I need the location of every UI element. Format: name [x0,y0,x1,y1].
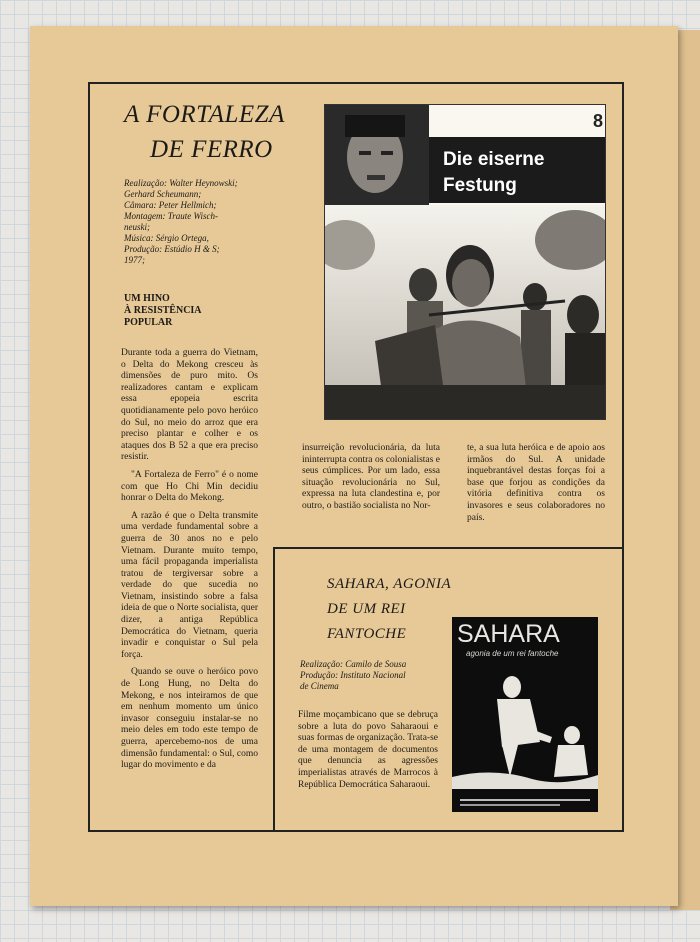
paragraph: "A Fortaleza de Ferro" é o nome com que Ho Chi Min decidiu honrar o Delta do Mekong. [121,469,258,504]
poster-sahara-image [452,617,598,812]
subhead-line: À RESISTÊNCIA [124,305,202,316]
poster-sahara-title: SAHARA [457,620,560,648]
subhead-line: UM HINO [124,293,170,304]
credit-line: Montagem: Traute Wisch- [124,211,218,221]
credit-line: Gerhard Scheumann; [124,189,202,199]
subhead-line: POPULAR [124,317,173,328]
divider-vertical [273,548,275,832]
paragraph: Quando se ouve o heróico povo de Long Hung, no Delta do Mekong, e nos inteiramos de que em nenhum momento um único invasor conseguiu instalar-se no meio deles em todo este tempo de guerra, apercebemo-nos de uma dimensão fundamental: o Sul, como lugar do movimento e da [121,667,258,771]
film1-body-column-3: te, a sua luta heróica e de apoio aos irmãos do Sul. A unidade inquebrantável destas forças foi a base que forjou as condições da vitória definitiva contra os invasores e seus colaboradores no país. [467,443,605,523]
credit-line: Produção: Estúdio H & S; [124,244,220,254]
poster-title-line2: Festung [443,175,517,196]
poster-title-line1: Die eiserne [443,149,545,170]
film2-body: Filme moçambicano que se debruça sobre a luta do povo Saharaoui e suas formas de organização. Trata-se de uma montagem de documentos que denuncia as agressões imperialistas através de Marrocos à República Democrática Saharaoui. [298,710,438,790]
credit-line: 1977; [124,255,145,265]
film2-title-line: DE UM REI [327,601,406,617]
film1-title-line1: A FORTALEZA [124,101,285,128]
divider-horizontal [273,547,624,549]
poster-number: 8 [593,111,604,131]
credit-line: Câmara: Peter Hellmich; [124,200,217,210]
film2-title-line: FANTOCHE [327,626,407,642]
film2-title [327,572,451,647]
film1-subhead [124,293,254,329]
film1-title-line2: DE FERRO [150,136,273,163]
film1-credits [124,178,264,266]
credit-line: Realização: Camilo de Sousa [300,659,407,669]
film1-body-column [121,348,258,778]
poster-die-eiserne-festung [324,104,606,420]
credit-line: Música: Sérgio Ortega, [124,233,209,243]
poster-photo-image [325,105,606,420]
credit-line: neuski; [124,222,150,232]
paragraph: Durante toda a guerra do Vietnam, o Delta do Mekong cresceu às dimensões de puro mito. Os realizadores cantam e explicam essa epopeia escrita quotidianamente pelo povo heróico do Sul, no meio do arroz que era preciso plantar e colher e os ataques dos B 52 a que era preciso resistir. [121,348,258,463]
film2-credits [300,659,445,692]
film1-body-column-2: insurreição revolucionária, da luta ininterrupta contra os colonialistas e seus cúmplices. Por um lado, essa situação revolucionária no Sul, expressa na luta clandestina e, por outro, o bastião socialista no Nor- [302,443,440,511]
credit-line: Produção: Instituto Nacional [300,670,406,680]
film2-title-line: SAHARA, AGONIA [327,576,452,592]
credit-line: Realização: Walter Heynowski; [124,178,238,188]
credit-line: de Cinema [300,681,339,691]
paragraph: A razão é que o Delta transmite uma verdade fundamental sobre a guerra de 30 anos no e pelo Vietnam. Durante muito tempo, uma fácil propaganda imperialista tratou de tergiversar sobre a verdade do que sucedia no Vietnam, insistindo sobre a falsa ideia de que o Norte socialista, quer dizer, a antiga República Democrática do Vietnam, queria invadir e conquistar o Sul pela força. [121,510,258,660]
poster-sahara-subtitle: agonia de um rei fantoche [466,649,559,658]
poster-sahara [452,617,598,812]
